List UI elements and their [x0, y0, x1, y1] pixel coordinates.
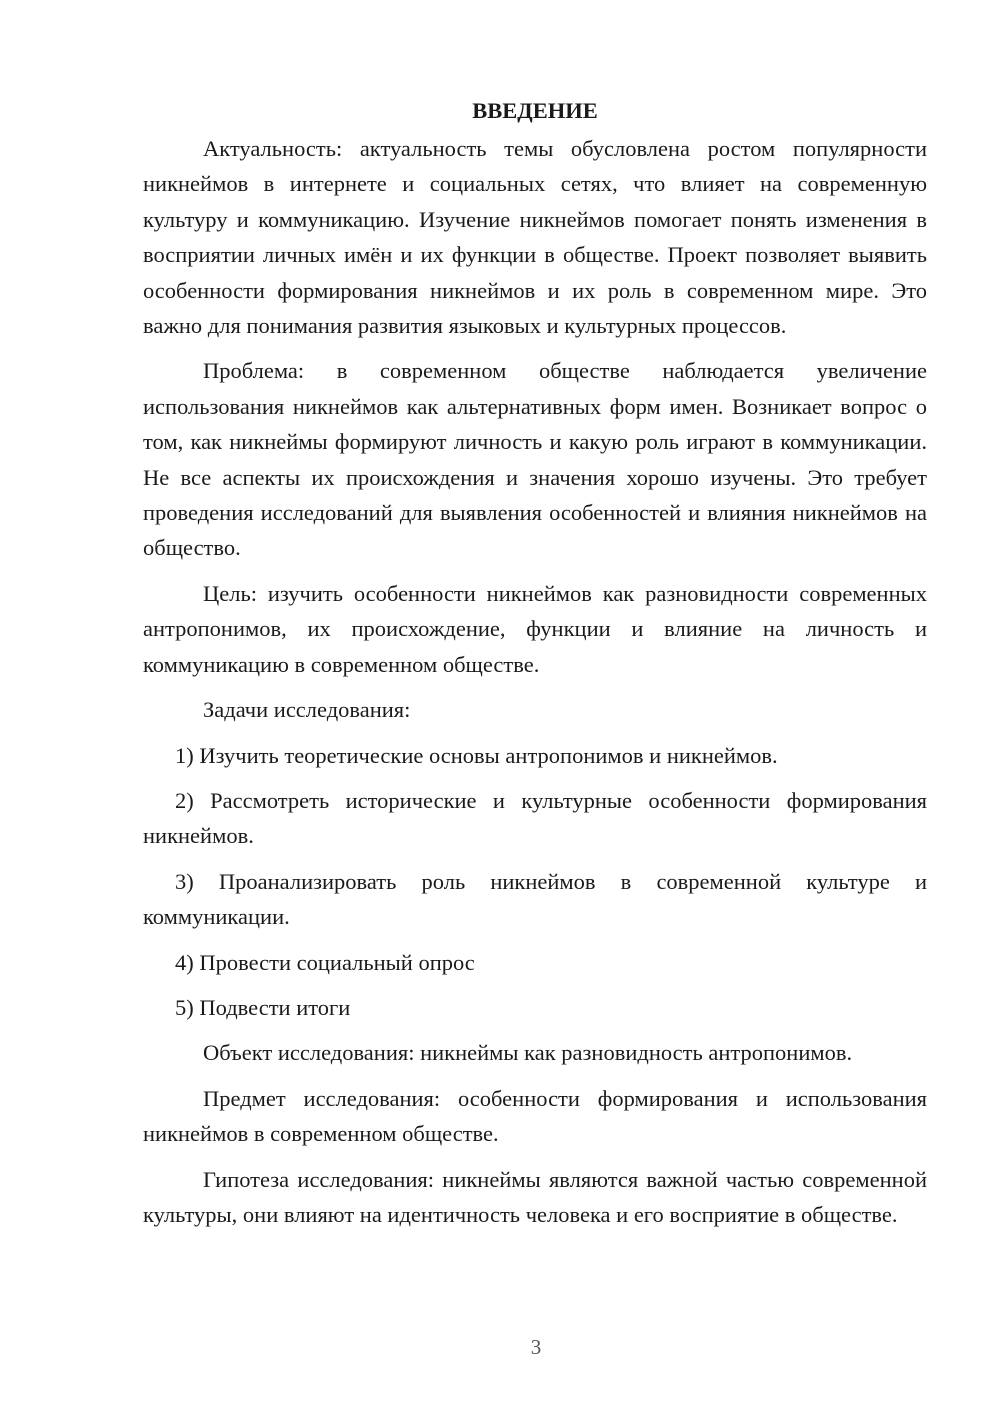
task-item-2: 2) Рассмотреть исторические и культурные особенности формирования никнеймов. — [143, 787, 927, 849]
task-item-5: 5) Подвести итоги — [175, 994, 351, 1020]
document-body — [143, 93, 927, 1232]
paragraph-problem: Проблема: в современном обществе наблюдается увеличение использования никнеймов как альтернативных форм имен. Возникает вопрос о том, как никнеймы формируют личность и какую роль играют в коммуникации. Не все аспекты их происхождения и значения хорошо изучены. Это требует проведения исследований для выявления особенностей и влияния никнеймов на общество. — [143, 358, 927, 561]
paragraph-hypothesis: Гипотеза исследования: никнеймы являются важной частью современной культуры, они влияют на идентичность человека и его восприятие в обществе. — [143, 1166, 927, 1227]
task-item-3: 3) Проанализировать роль никнеймов в современной культуре и коммуникации. — [143, 868, 927, 930]
page-title: ВВЕДЕНИЕ — [472, 98, 598, 123]
page-number: 3 — [530, 1335, 542, 1359]
paragraph-object: Объект исследования: никнеймы как разновидность антропонимов. — [203, 1040, 853, 1066]
paragraph-subject: Предмет исследования: особенности формирования и использования никнеймов в современном обществе. — [143, 1085, 927, 1147]
task-item-4: 4) Провести социальный опрос — [175, 949, 475, 975]
paragraph-goal: Цель: изучить особенности никнеймов как разновидности современных антропонимов, их происхождение, функции и влияние на личность и коммуникацию в современном обществе. — [143, 580, 927, 677]
tasks-heading: Задачи исследования: — [203, 697, 411, 723]
paragraph-relevance: Актуальность: актуальность темы обусловлена ростом популярности никнеймов в интернете и социальных сетях, что влияет на современную культуру и коммуникацию. Изучение никнеймов помогает понять изменения в восприятии личных имён и их функции в обществе. Проект позволяет выявить особенности формирования никнеймов и их роль в современном мире. Это важно для понимания развития языковых и культурных процессов. — [143, 136, 927, 339]
task-item-1: 1) Изучить теоретические основы антропонимов и никнеймов. — [175, 742, 778, 768]
